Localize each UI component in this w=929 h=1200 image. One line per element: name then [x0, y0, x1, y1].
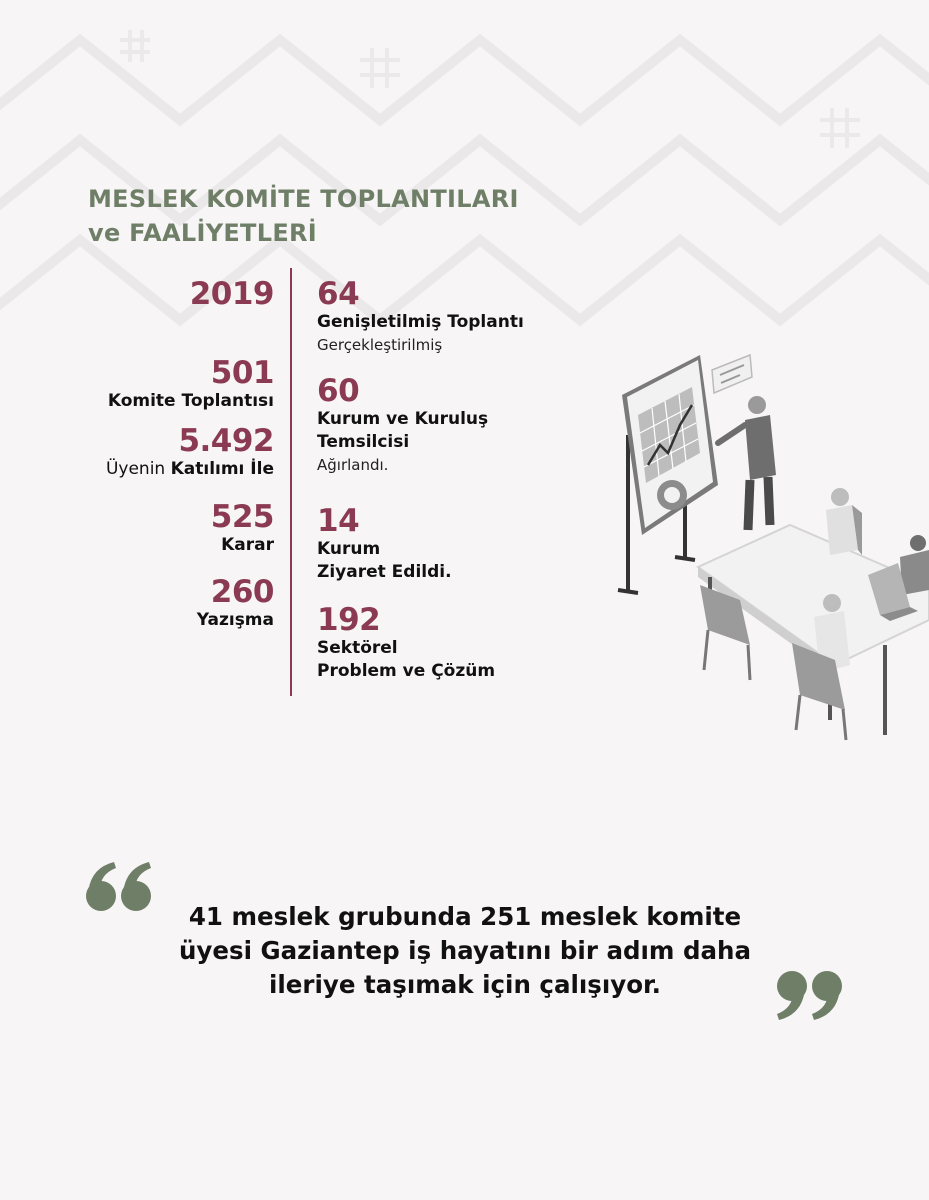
stat-value: 14: [317, 503, 360, 539]
presentation-board: [618, 355, 718, 593]
quote-line3: ileriye taşımak için çalışıyor.: [269, 970, 661, 999]
quote-line1: 41 meslek grubunda 251 meslek komite: [188, 902, 742, 931]
page-title: [88, 182, 519, 250]
stat-correspondence: [40, 575, 274, 632]
stat-label-line2: Temsilcisi: [317, 432, 410, 452]
title-line1: MESLEK KOMİTE TOPLANTILARI: [88, 185, 519, 213]
stat-label: Komite Toplantısı: [107, 391, 274, 411]
stat-institution-visits: [317, 504, 617, 584]
stat-value: 60: [317, 373, 360, 409]
stat-label-line2: Ziyaret Edildi.: [317, 562, 452, 582]
meeting-illustration: [600, 345, 929, 745]
stat-sublabel: Ağırlandı.: [317, 456, 389, 474]
quote-text: [150, 900, 780, 1002]
stat-value: 525: [210, 499, 274, 535]
stat-year: [40, 277, 274, 311]
stat-label-line1: Kurum: [317, 539, 381, 559]
stat-value: 501: [210, 355, 274, 391]
close-quote-icon: [772, 970, 842, 1022]
stat-label-bold: Katılımı İle: [170, 459, 274, 479]
stat-extended-meetings: [317, 277, 617, 357]
stat-value: 260: [210, 574, 274, 610]
stat-value: 192: [317, 602, 381, 638]
stat-label-line1: Kurum ve Kuruluş: [317, 409, 489, 429]
stat-sublabel: Gerçekleştirilmiş: [317, 336, 443, 354]
stat-value: 5.492: [178, 423, 274, 459]
stat-member-participation: [40, 424, 274, 481]
year-value: 2019: [189, 276, 274, 312]
stat-institution-representatives: [317, 374, 617, 477]
stat-value: 64: [317, 276, 360, 312]
quote-line2: üyesi Gaziantep iş hayatını bir adım daha: [178, 936, 752, 965]
stat-label: Karar: [221, 535, 274, 555]
stat-label: Genişletilmiş Toplantı: [317, 312, 524, 332]
stat-sectoral-problems: [317, 603, 617, 683]
stat-label-regular: Üyenin: [105, 459, 171, 479]
stat-committee-meetings: [40, 356, 274, 413]
stat-label-line1: Sektörel: [317, 638, 398, 658]
speech-bubble: [712, 355, 752, 393]
stat-label: Yazışma: [196, 610, 274, 630]
column-divider: [290, 268, 292, 696]
open-quote-icon: [86, 860, 156, 912]
stat-label: [40, 458, 274, 481]
presenter-figure: [718, 396, 776, 530]
title-line2: ve FAALİYETLERİ: [88, 219, 318, 247]
stat-decisions: [40, 500, 274, 557]
stat-label-line2: Problem ve Çözüm: [317, 661, 496, 681]
